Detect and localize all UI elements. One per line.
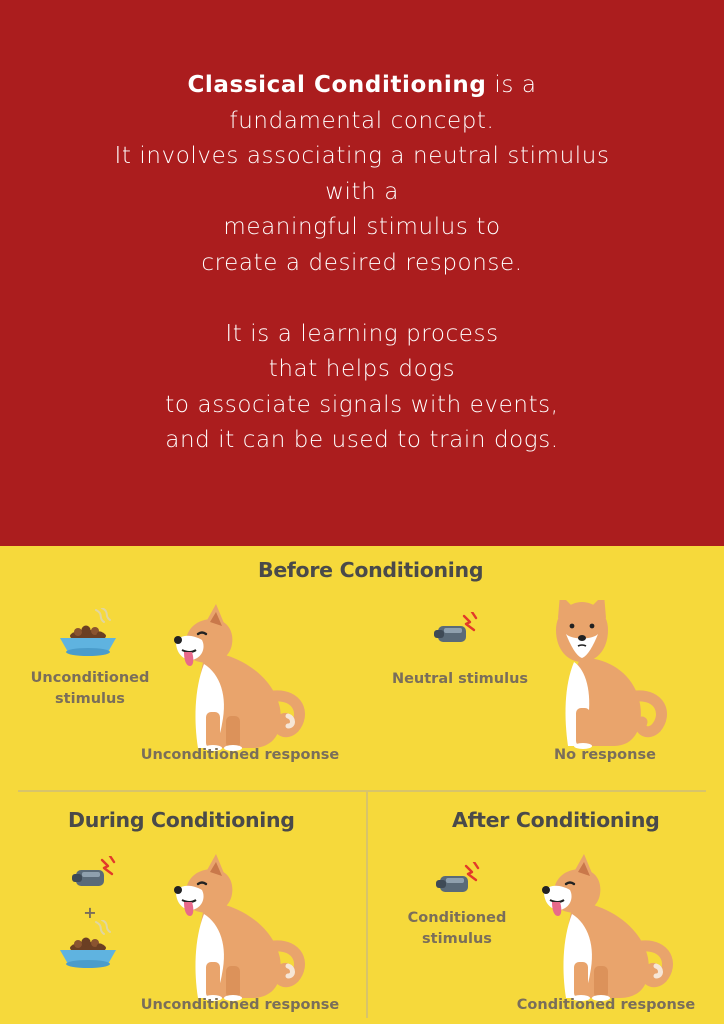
- unconditioned-response-label: Unconditioned response: [140, 747, 340, 763]
- intro-line-7: It is a learning process: [225, 320, 499, 347]
- bell-icon: [428, 612, 488, 666]
- food-bowl-icon: [58, 608, 128, 668]
- intro-line-6: create a desired response.: [201, 249, 523, 276]
- intro-line-10: and it can be used to train dogs.: [165, 427, 559, 453]
- intro-line-4: with a: [325, 178, 399, 205]
- before-heading: Before Conditioning: [258, 558, 484, 582]
- conditioned-response-label: Conditioned response: [516, 997, 696, 1013]
- unconditioned-stimulus-label: Unconditioned stimulus: [30, 670, 150, 707]
- section-divider-horizontal: [18, 790, 706, 792]
- intro-title: Classical Conditioning: [187, 72, 487, 98]
- intro-line-1: [0, 68, 724, 104]
- intro-line-3: It involves associating a neutral stimulus: [114, 143, 610, 169]
- conditioned-stimulus-label: Conditioned stimulus: [407, 910, 507, 947]
- conditioning-infographic: [0, 546, 724, 1024]
- dog-no-response-icon: [552, 600, 682, 750]
- intro-line-5: meaningful stimulus to: [223, 214, 501, 240]
- intro-line-9: to associate signals with events,: [165, 391, 559, 418]
- dog-salivating-icon: [540, 852, 680, 1002]
- during-unconditioned-response-label: Unconditioned response: [140, 997, 340, 1013]
- dog-salivating-icon: [172, 602, 312, 752]
- dog-salivating-icon: [172, 852, 312, 1002]
- after-heading: After Conditioning: [452, 808, 660, 832]
- intro-line-1-rest: is a: [486, 72, 537, 98]
- intro-line-2: fundamental concept.: [229, 107, 495, 134]
- no-response-label: No response: [554, 747, 656, 763]
- intro-line-8: that helps dogs: [268, 356, 456, 382]
- during-heading: During Conditioning: [68, 808, 295, 832]
- intro-text: [0, 68, 724, 459]
- plus-sign: +: [83, 903, 97, 922]
- food-bowl-icon: [58, 920, 128, 980]
- section-divider-vertical: [366, 792, 368, 1018]
- neutral-stimulus-label: Neutral stimulus: [391, 671, 529, 687]
